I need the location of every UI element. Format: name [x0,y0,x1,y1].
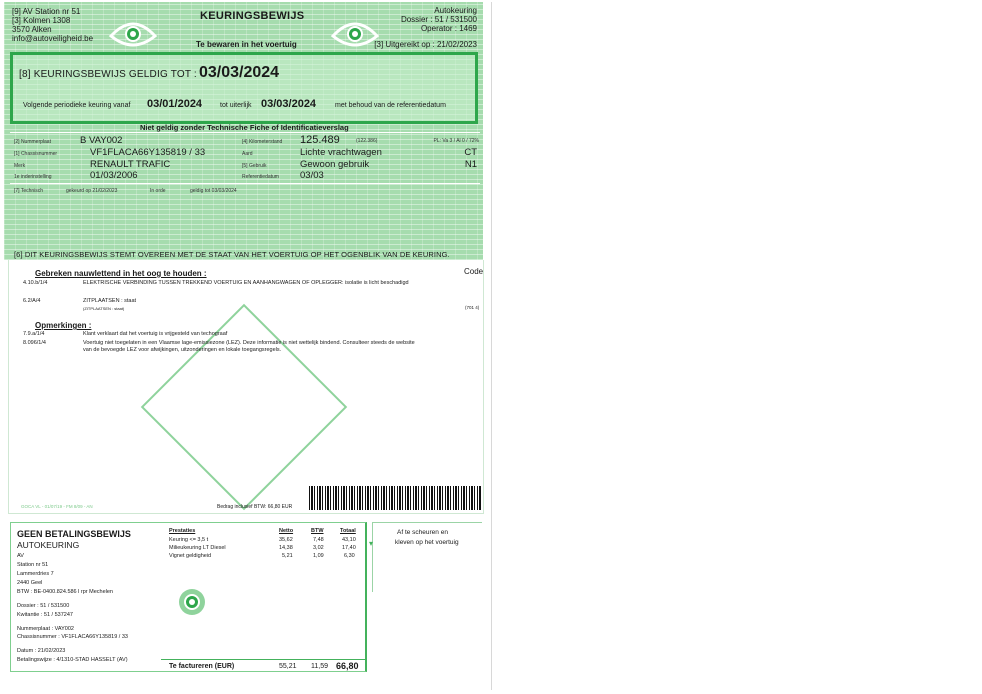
reference-date-value: 03/03 [300,170,324,181]
col-header-total: Totaal [340,528,356,534]
remark-code: 8.096/1/4 [23,340,46,346]
category-code-n1: N1 [464,159,477,170]
use-value: Gewoon gebruik [300,159,370,170]
defect-code: 4.10.b/1/4 [23,280,48,286]
invoice-section [10,522,367,672]
invoice-address-3: Lammerdries 7 [17,571,54,577]
service-vat: 7,48 [313,537,324,543]
chassis-value: VF1FLACA66Y135819 / 33 [90,147,206,158]
document-subtitle: Te bewaren in het voertuig [196,40,297,49]
next-inspection-to: 03/03/2024 [261,98,317,110]
validity-date: 03/03/2024 [199,64,280,81]
defects-section [8,260,484,514]
technical-label: [7] Technisch [14,188,44,194]
service-total: 6,30 [344,553,355,559]
next-inspection-mid: tot uiterlijk [220,102,252,109]
invoice-address-4: 2440 Geel [17,580,43,586]
amount-incl-vat: Bedrag inclusief BTW: 66,80 EUR [217,504,293,510]
pl-info: PL: Va 3 / Al 0 / 72% [433,138,479,144]
inspection-certificate [4,2,492,690]
header-right-line-1: Autokeuring [434,6,477,15]
approved-date: gekeurd op 21/02/2023 [66,188,118,194]
first-registration-value: 01/03/2006 [90,170,138,181]
eye-logo-icon [330,16,380,52]
station-line-1: [9] AV Station nr 51 [12,7,81,16]
kind-label: Aard [242,151,253,157]
station-line-2: [3] Kolmen 1308 [12,16,71,25]
arrow-down-icon: ▾ [369,539,374,548]
col-header-services: Prestaties [169,528,196,534]
col-header-net: Netto [279,528,294,534]
plate-label: [2] Nummerplaat [14,139,51,145]
validity-box [10,52,478,124]
form-reference: GOCA VL - 01/07/19 - FM 8/09 - AN [21,504,93,509]
invoice-payment: Betalingswijze : 4/1310-STAD HASSELT (AV) [17,657,128,663]
reference-date-label: Referentiedatum [242,174,279,180]
chassis-label: [1] Chassisnummer [14,151,58,157]
kind-value: Lichte vrachtwagen [300,147,382,158]
document-title: KEURINGSBEWIJS [200,10,305,22]
technical-valid-until: geldig tot 03/03/2024 [190,188,237,194]
km-value: 125.489 [300,134,340,146]
brand-value: RENAULT TRAFIC [90,159,171,170]
invoice-plate: Nummerplaat : VAY002 [17,626,74,632]
next-inspection-suffix: met behoud van de referentiedatum [335,102,446,109]
invoice-address-2: Station nr 51 [17,562,49,568]
tear-off-line-1: Af te scheuren en [397,529,448,536]
total-label: Te factureren (EUR) [169,663,235,670]
header-dossier: Dossier : 51 / 531500 [400,15,477,24]
invoice-vat: BTW : BE-0400.824.586 l rpr Mechelen [17,589,113,595]
station-email: info@autoveiligheid.be [12,34,94,43]
remark-text: Voertuig niet toegelaten in een Vlaamse lage-emissiezone (LEZ). Deze informatie is niet wettelijk bindend. Consulteer steeds de website van de bevoegde LEZ voor afwijkingen, uitzonderingen en lokale toegangsregels. [83,340,415,353]
eye-logo-icon [108,16,158,52]
km-label: [4] Kilometerstand [242,139,283,145]
barcode [309,486,481,510]
issue-date: [3] Uitgereikt op : 21/02/2023 [374,40,477,49]
invoice-subtitle: AUTOKEURING [17,540,80,550]
remarks-title: Opmerkingen : [35,321,92,330]
defect-subtext: (ZITPLAATSEN : staat) [83,306,125,311]
plate-value: B VAY002 [80,135,123,146]
total-vat: 11,59 [311,663,328,670]
certificate-top-section [4,2,483,260]
service-name: Keuring <= 3,5 t [169,537,209,543]
tear-off-line-2: kleven op het voertuig [395,539,459,546]
defect-code: 6.2/A/4 [23,298,41,304]
service-name: Milieukeuring LT Diesel [169,545,226,551]
conformity-statement: [6] DIT KEURINGSBEWIJS STEMT OVEREEN MET DE STAAT VAN HET VOERTUIG OP HET OGENBLIK VAN DE KEURING. [14,250,450,259]
km-extra: (122.386) [356,138,378,144]
eye-logo-icon [177,587,207,617]
station-line-3: 3570 Alken [12,25,52,34]
service-name: Vignet geldigheid [169,553,212,559]
defect-text: ELEKTRISCHE VERBINDING TUSSEN TREKKEND VOERTUIG EN AANHANGWAGEN OF OPLEGGER: isolatie is licht beschadigd [83,280,409,286]
invoice-chassis: Chassisnummer : VF1FLACA66Y135819 / 33 [17,634,128,640]
service-vat: 3,02 [313,545,324,551]
invoice-title: GEEN BETALINGSBEWIJS [17,529,131,539]
validity-notice: Niet geldig zonder Technische Fiche of Identificatieverslag [140,123,349,132]
defect-text: ZITPLAATSEN : staat [83,298,137,304]
use-label: [5] Gebruik [242,163,267,169]
invoice-address-1: AV [17,553,24,559]
service-vat: 1,09 [313,553,324,559]
next-inspection-prefix: Volgende periodieke keuring vanaf [23,102,131,109]
remark-code: 7.9.a/1/4 [23,331,45,337]
service-net: 5,21 [282,553,293,559]
validity-label: [8] KEURINGSBEWIJS GELDIG TOT : [19,69,197,80]
defect-reference: (701 4) [465,305,480,310]
service-net: 14,38 [279,545,293,551]
first-registration-label: 1e inderinstelling [14,174,52,180]
remark-text: Klant verklaart dat het voertuig is vrijgesteld van techograaf [83,331,228,337]
total-net: 55,21 [279,663,297,670]
code-header: Code [464,267,484,276]
header-operator: Operator : 1469 [420,24,477,33]
col-header-vat: BTW [311,528,324,534]
next-inspection-from: 03/01/2024 [147,98,203,110]
category-code-ct: CT [464,147,477,158]
invoice-dossier: Dossier : 51 / 531500 [17,603,70,609]
brand-label: Merk [14,163,26,169]
service-total: 17,40 [342,545,356,551]
service-total: 43,10 [342,537,356,543]
defects-title: Gebreken nauwlettend in het oog te houden : [35,269,207,278]
technical-status: In orde [150,188,166,194]
service-net: 35,62 [279,537,293,543]
tear-off-note [369,522,482,592]
invoice-receipt: Kwitantie : 51 / 537247 [17,612,73,618]
invoice-date: Datum : 21/02/2023 [17,648,66,654]
total-amount: 66,80 [336,661,359,671]
